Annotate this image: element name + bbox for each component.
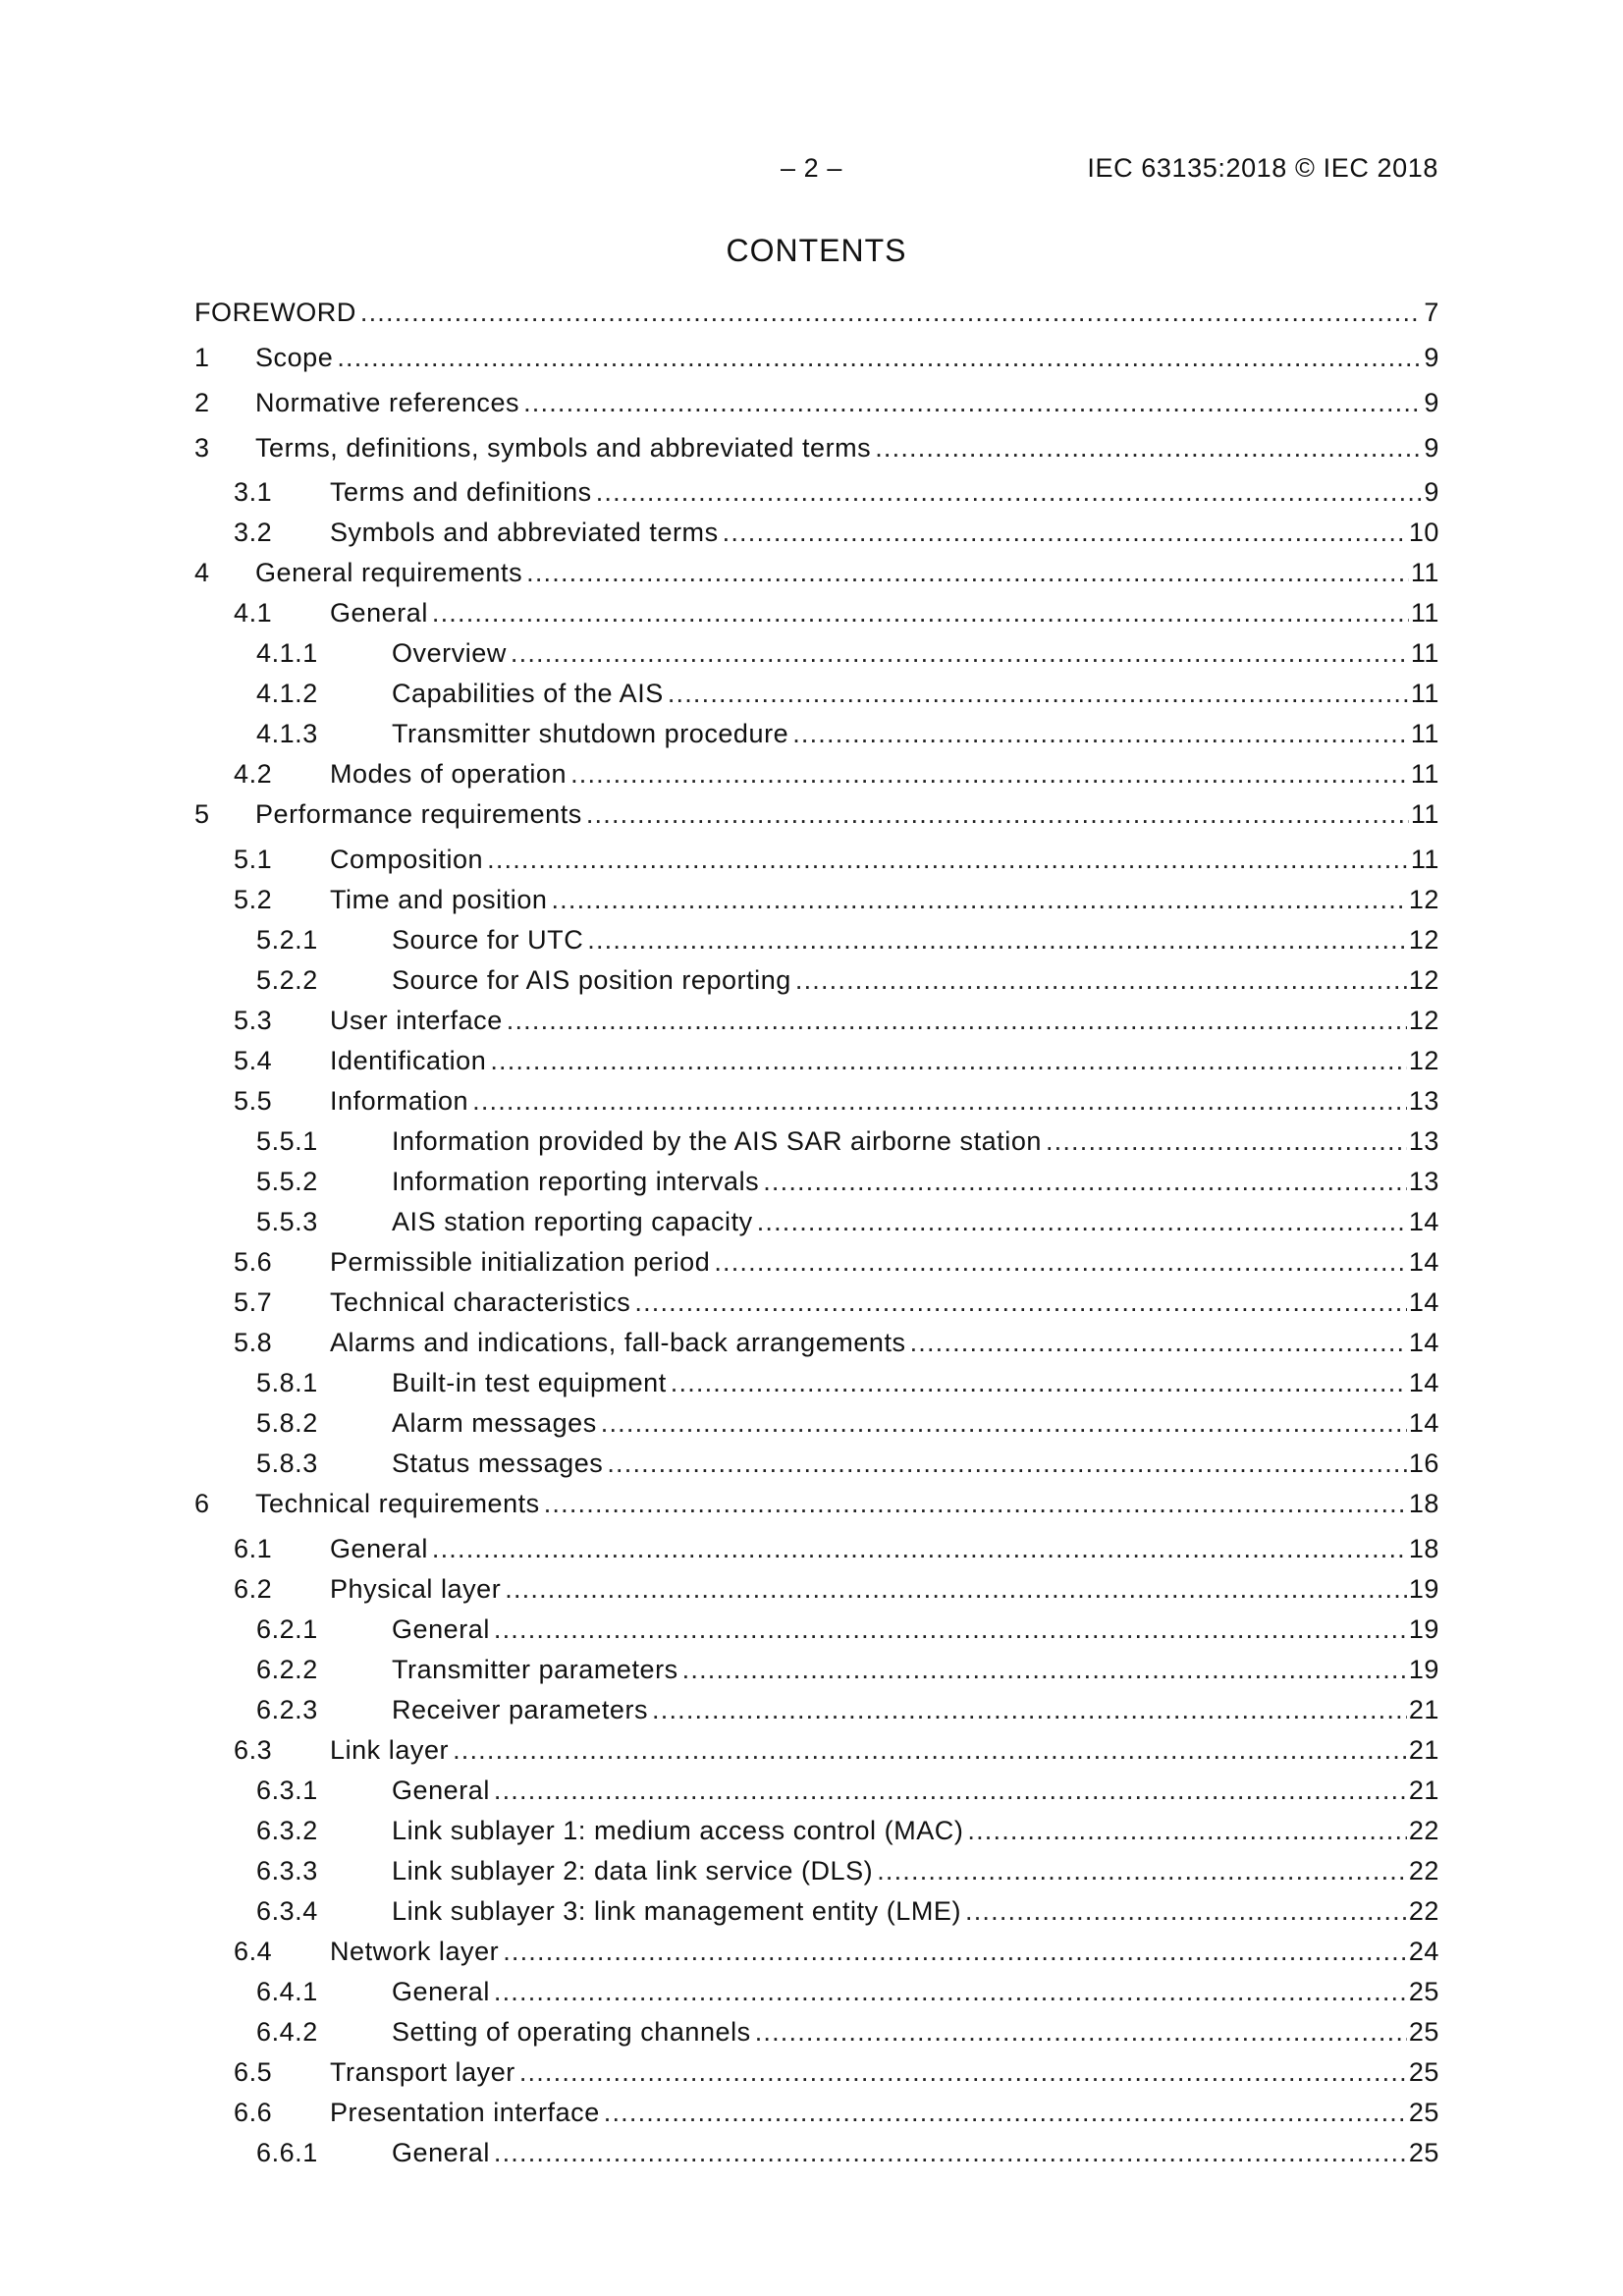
toc-entry-number: 4.1.2 (256, 679, 318, 708)
toc-entry-page: 25 (1408, 1977, 1439, 2006)
toc-entry-page: 7 (1424, 298, 1439, 327)
toc-dot-leader (490, 1043, 1407, 1078)
toc-entry-title: Symbols and abbreviated terms (330, 518, 719, 547)
toc-dot-leader (596, 474, 1423, 510)
toc-entry-number: 5.1 (234, 845, 273, 874)
toc-entry[interactable] (194, 756, 1439, 792)
toc-entry[interactable] (194, 1285, 1439, 1320)
toc-entry-title: Presentation interface (330, 2098, 600, 2127)
toc-entry-page: 24 (1408, 1937, 1439, 1966)
toc-entry[interactable] (194, 1692, 1439, 1727)
toc-entry[interactable] (194, 515, 1439, 550)
toc-entry[interactable] (194, 1083, 1439, 1119)
toc-entry-title: Link sublayer 3: link management entity (LME) (392, 1896, 962, 1926)
toc-entry-title: General (392, 1614, 490, 1644)
toc-entry[interactable] (194, 1571, 1439, 1607)
toc-dot-leader (723, 515, 1407, 550)
toc-dot-leader (967, 1813, 1406, 1848)
toc-dot-leader (607, 1446, 1407, 1481)
page-number: – 2 – (780, 153, 843, 183)
toc-entry-number: 5.4 (234, 1046, 273, 1075)
toc-dot-leader (682, 1652, 1407, 1687)
toc-entry-page: 21 (1408, 1776, 1439, 1805)
toc-entry-page: 19 (1408, 1614, 1439, 1644)
toc-entry-number: 5.2.1 (256, 925, 318, 955)
toc-entry[interactable] (194, 1531, 1439, 1566)
toc-entry-page: 21 (1408, 1735, 1439, 1765)
toc-entry-page: 21 (1408, 1695, 1439, 1724)
toc-entry-page: 14 (1408, 1207, 1439, 1236)
toc-entry[interactable] (194, 882, 1439, 917)
toc-entry[interactable] (194, 1486, 1439, 1521)
toc-dot-leader (494, 1612, 1407, 1647)
toc-dot-leader (487, 842, 1409, 877)
toc-entry[interactable] (194, 635, 1439, 671)
toc-entry-number: 4.1.3 (256, 719, 318, 748)
toc-entry-page: 12 (1408, 925, 1439, 955)
toc-dot-leader (551, 882, 1406, 917)
toc-entry-number: 6.1 (234, 1534, 273, 1563)
toc-entry[interactable] (194, 676, 1439, 711)
toc-entry[interactable] (194, 1204, 1439, 1239)
toc-entry[interactable] (194, 796, 1439, 832)
toc-dot-leader (494, 1974, 1407, 2009)
toc-entry-title: General (330, 598, 428, 628)
toc-entry[interactable] (194, 1893, 1439, 1929)
toc-entry[interactable] (194, 1405, 1439, 1441)
toc-dot-leader (511, 635, 1409, 671)
toc-entry-title: General (392, 2138, 490, 2167)
toc-entry[interactable] (194, 430, 1439, 465)
toc-entry-number: 5.7 (234, 1287, 273, 1317)
toc-entry-title: Physical layer (330, 1574, 502, 1604)
toc-entry[interactable] (194, 1853, 1439, 1888)
toc-entry-page: 25 (1408, 2057, 1439, 2087)
toc-entry-page: 11 (1410, 638, 1439, 668)
toc-entry-number: 5.5 (234, 1086, 273, 1116)
toc-entry-title: Setting of operating channels (392, 2017, 751, 2047)
toc-entry-number: 3 (194, 433, 210, 463)
toc-entry-page: 14 (1408, 1408, 1439, 1438)
toc-entry-page: 11 (1410, 759, 1439, 789)
toc-entry-page: 11 (1410, 845, 1439, 874)
toc-entry-number: 5.5.2 (256, 1167, 318, 1196)
toc-entry-page: 22 (1408, 1816, 1439, 1845)
toc-entry[interactable] (194, 716, 1439, 751)
toc-entry-number: 6.2.3 (256, 1695, 318, 1724)
toc-dot-leader (494, 1773, 1407, 1808)
toc-entry-number: 5.8.3 (256, 1449, 318, 1478)
toc-entry[interactable] (194, 1244, 1439, 1280)
document-identifier: IEC 63135:2018 © IEC 2018 (1087, 153, 1438, 183)
toc-entry-number: 6 (194, 1489, 210, 1518)
toc-entry-page: 18 (1408, 1534, 1439, 1563)
toc-dot-leader (337, 340, 1422, 375)
toc-entry-page: 22 (1408, 1896, 1439, 1926)
toc-entry-page: 12 (1408, 1006, 1439, 1035)
toc-dot-leader (432, 1531, 1407, 1566)
toc-entry-title: Built-in test equipment (392, 1368, 667, 1397)
toc-entry-number: 6.3 (234, 1735, 273, 1765)
toc-dot-leader (523, 385, 1422, 420)
toc-entry-page: 22 (1408, 1856, 1439, 1886)
toc-dot-leader (519, 2054, 1407, 2090)
toc-entry-number: 6.2 (234, 1574, 273, 1604)
toc-dot-leader (503, 1934, 1407, 1969)
toc-entry-number: 5.5.1 (256, 1126, 318, 1156)
toc-dot-leader (505, 1571, 1407, 1607)
toc-dot-leader (570, 756, 1409, 792)
toc-entry-page: 9 (1424, 388, 1439, 417)
toc-entry[interactable] (194, 1164, 1439, 1199)
toc-entry[interactable] (194, 2095, 1439, 2130)
toc-entry[interactable] (194, 1652, 1439, 1687)
toc-entry-title: Network layer (330, 1937, 500, 1966)
toc-entry-page: 13 (1408, 1126, 1439, 1156)
toc-entry[interactable] (194, 1773, 1439, 1808)
toc-entry-title: Technical characteristics (330, 1287, 631, 1317)
toc-entry-number: 3.2 (234, 518, 273, 547)
toc-entry[interactable] (194, 2014, 1439, 2050)
toc-entry-title: Normative references (255, 388, 520, 417)
toc-entry-number: 5.6 (234, 1247, 273, 1277)
toc-entry-title: Information reporting intervals (392, 1167, 760, 1196)
toc-entry-title: AIS station reporting capacity (392, 1207, 753, 1236)
toc-entry-page: 12 (1408, 965, 1439, 995)
toc-entry-number: 5.2.2 (256, 965, 318, 995)
toc-entry-number: 4.2 (234, 759, 273, 789)
toc-entry-page: 14 (1408, 1368, 1439, 1397)
toc-entry-title: Time and position (330, 885, 548, 914)
toc-entry-number: 6.2.2 (256, 1655, 318, 1684)
toc-entry-title: Link sublayer 2: data link service (DLS) (392, 1856, 874, 1886)
toc-dot-leader (604, 2095, 1407, 2130)
toc-entry[interactable] (194, 2054, 1439, 2090)
toc-entry-title: Alarms and indications, fall-back arrangements (330, 1328, 906, 1357)
toc-entry-title: Receiver parameters (392, 1695, 649, 1724)
toc-entry[interactable] (194, 385, 1439, 420)
toc-entry-number: 4 (194, 558, 210, 587)
toc-entry-number: 6.4.2 (256, 2017, 318, 2047)
toc-entry[interactable] (194, 1732, 1439, 1768)
toc-entry-number: 5.8 (234, 1328, 273, 1357)
toc-entry-title: FOREWORD (194, 298, 356, 327)
toc-entry-title: Source for UTC (392, 925, 584, 955)
toc-entry-title: Link layer (330, 1735, 450, 1765)
toc-entry[interactable] (194, 1043, 1439, 1078)
toc-entry-page: 12 (1408, 885, 1439, 914)
toc-entry-title: Link sublayer 1: medium access control (MAC) (392, 1816, 964, 1845)
toc-entry-page: 9 (1424, 477, 1439, 507)
toc-entry-title: Composition (330, 845, 484, 874)
toc-entry-number: 6.4 (234, 1937, 273, 1966)
toc-entry-number: 6.4.1 (256, 1977, 318, 2006)
toc-dot-leader (432, 595, 1409, 630)
toc-entry-number: 6.2.1 (256, 1614, 318, 1644)
toc-entry-number: 6.3.3 (256, 1856, 318, 1886)
toc-entry-title: Modes of operation (330, 759, 568, 789)
toc-entry-title: General requirements (255, 558, 523, 587)
toc-entry-page: 19 (1408, 1655, 1439, 1684)
toc-entry-number: 6.5 (234, 2057, 273, 2087)
toc-dot-leader (494, 2135, 1407, 2170)
toc-entry-page: 14 (1408, 1287, 1439, 1317)
toc-entry-title: Performance requirements (255, 799, 582, 829)
toc-entry-number: 5.8.1 (256, 1368, 318, 1397)
toc-entry-number: 2 (194, 388, 210, 417)
toc-dot-leader (472, 1083, 1407, 1119)
toc-entry-title: General (330, 1534, 428, 1563)
toc-dot-leader (507, 1003, 1407, 1038)
toc-entry-title: Terms and definitions (330, 477, 592, 507)
toc-entry[interactable] (194, 340, 1439, 375)
toc-entry-number: 6.3.4 (256, 1896, 318, 1926)
toc-dot-leader (668, 676, 1409, 711)
toc-entry-number: 4.1 (234, 598, 273, 628)
toc-dot-leader (587, 922, 1407, 957)
toc-entry-title: Technical requirements (255, 1489, 540, 1518)
toc-dot-leader (714, 1244, 1407, 1280)
toc-entry-page: 13 (1408, 1167, 1439, 1196)
toc-dot-leader (910, 1325, 1407, 1360)
page-header (0, 153, 1623, 192)
toc-entry-title: Transport layer (330, 2057, 515, 2087)
toc-dot-leader (360, 295, 1423, 330)
toc-entry[interactable] (194, 1123, 1439, 1159)
toc-dot-leader (877, 1853, 1407, 1888)
toc-entry[interactable] (194, 595, 1439, 630)
toc-entry[interactable] (194, 1813, 1439, 1848)
toc-entry-page: 9 (1424, 433, 1439, 463)
toc-entry-page: 12 (1408, 1046, 1439, 1075)
toc-dot-leader (544, 1486, 1407, 1521)
toc-entry[interactable] (194, 962, 1439, 998)
toc-entry-number: 5.8.2 (256, 1408, 318, 1438)
toc-dot-leader (634, 1285, 1406, 1320)
toc-entry-page: 14 (1408, 1328, 1439, 1357)
toc-entry-title: User interface (330, 1006, 503, 1035)
toc-entry-title: Source for AIS position reporting (392, 965, 791, 995)
toc-entry[interactable] (194, 1325, 1439, 1360)
toc-entry-title: Overview (392, 638, 507, 668)
toc-dot-leader (453, 1732, 1407, 1768)
toc-entry-page: 25 (1408, 2017, 1439, 2047)
toc-entry-title: Information (330, 1086, 469, 1116)
toc-entry-number: 1 (194, 343, 210, 372)
toc-entry[interactable] (194, 842, 1439, 877)
toc-entry-title: Terms, definitions, symbols and abbreviated terms (255, 433, 872, 463)
toc-entry-page: 11 (1410, 679, 1439, 708)
toc-dot-leader (526, 555, 1409, 590)
toc-entry-page: 14 (1408, 1247, 1439, 1277)
toc-entry[interactable] (194, 1934, 1439, 1969)
toc-entry-number: 6.6 (234, 2098, 273, 2127)
toc-entry-number: 5.3 (234, 1006, 273, 1035)
toc-entry-title: Identification (330, 1046, 487, 1075)
toc-dot-leader (795, 962, 1407, 998)
toc-entry-page: 10 (1408, 518, 1439, 547)
toc-entry-title: Permissible initialization period (330, 1247, 711, 1277)
toc-dot-leader (755, 2014, 1407, 2050)
toc-entry[interactable] (194, 1365, 1439, 1400)
toc-entry-title: Transmitter shutdown procedure (392, 719, 789, 748)
toc-entry-page: 11 (1410, 799, 1439, 829)
toc-entry-title: Scope (255, 343, 334, 372)
toc-entry[interactable] (194, 474, 1439, 510)
toc-dot-leader (875, 430, 1422, 465)
toc-entry-number: 5.2 (234, 885, 273, 914)
toc-entry[interactable] (194, 2135, 1439, 2170)
toc-entry-title: Status messages (392, 1449, 604, 1478)
toc-dot-leader (652, 1692, 1407, 1727)
toc-entry-page: 25 (1408, 2138, 1439, 2167)
toc-entry-page: 16 (1408, 1449, 1439, 1478)
toc-entry-number: 4.1.1 (256, 638, 318, 668)
toc-entry-page: 11 (1410, 598, 1439, 628)
toc-entry[interactable] (194, 1974, 1439, 2009)
toc-entry-number: 6.3.2 (256, 1816, 318, 1845)
toc-dot-leader (763, 1164, 1407, 1199)
toc-dot-leader (965, 1893, 1407, 1929)
toc-entry[interactable] (194, 1612, 1439, 1647)
toc-entry-page: 9 (1424, 343, 1439, 372)
toc-entry[interactable] (194, 1003, 1439, 1038)
toc-entry-title: Transmitter parameters (392, 1655, 678, 1684)
toc-entry[interactable] (194, 295, 1439, 330)
toc-dot-leader (671, 1365, 1407, 1400)
toc-entry-number: 6.3.1 (256, 1776, 318, 1805)
toc-entry-number: 5 (194, 799, 210, 829)
toc-entry-title: Capabilities of the AIS (392, 679, 664, 708)
toc-dot-leader (1046, 1123, 1407, 1159)
toc-dot-leader (601, 1405, 1407, 1441)
toc-entry-title: General (392, 1977, 490, 2006)
toc-entry-page: 19 (1408, 1574, 1439, 1604)
toc-entry[interactable] (194, 922, 1439, 957)
toc-entry-page: 11 (1410, 719, 1439, 748)
toc-entry-title: General (392, 1776, 490, 1805)
toc-dot-leader (792, 716, 1409, 751)
toc-entry-page: 11 (1410, 558, 1439, 587)
toc-entry-page: 18 (1408, 1489, 1439, 1518)
contents-heading: CONTENTS (726, 233, 907, 268)
toc-entry-number: 6.6.1 (256, 2138, 318, 2167)
toc-entry-number: 5.5.3 (256, 1207, 318, 1236)
toc-dot-leader (757, 1204, 1407, 1239)
toc-entry-page: 13 (1408, 1086, 1439, 1116)
toc-entry[interactable] (194, 1446, 1439, 1481)
toc-entry-title: Alarm messages (392, 1408, 597, 1438)
toc-entry-number: 3.1 (234, 477, 273, 507)
toc-entry[interactable] (194, 555, 1439, 590)
toc-dot-leader (586, 796, 1409, 832)
toc-entry-title: Information provided by the AIS SAR airborne station (392, 1126, 1042, 1156)
toc-entry-page: 25 (1408, 2098, 1439, 2127)
